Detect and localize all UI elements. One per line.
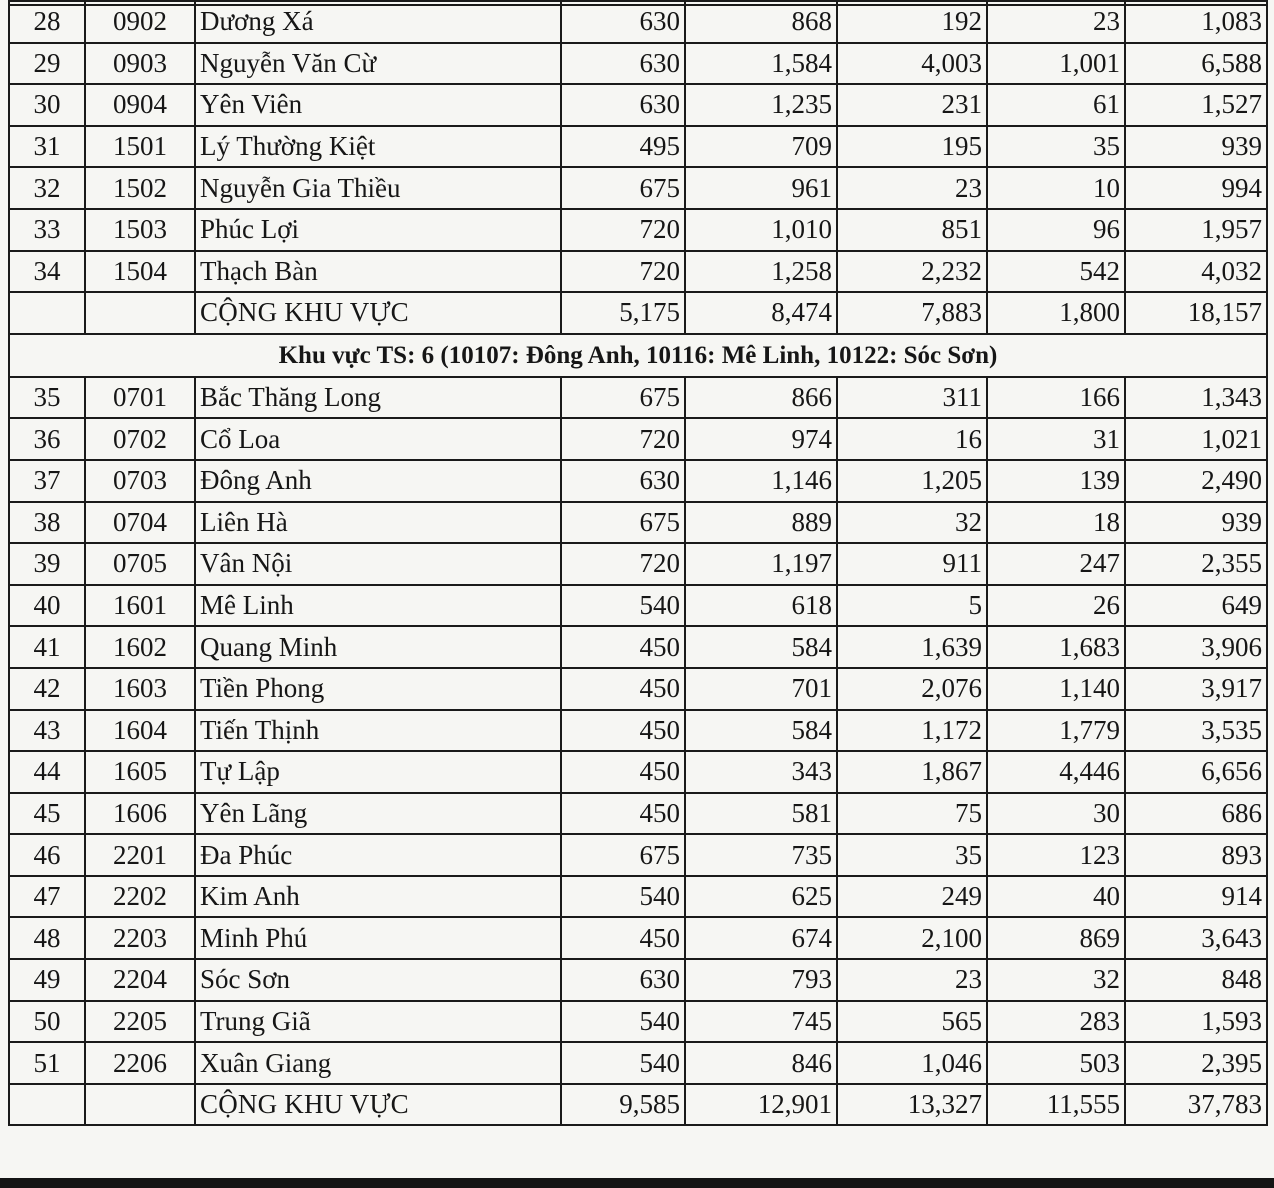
cell-c5: 914 (1125, 876, 1267, 918)
table-row (9, 84, 1267, 126)
cell-c5: 939 (1125, 502, 1267, 544)
cell-c5: 1,593 (1125, 1001, 1267, 1043)
cell-code: 2206 (85, 1042, 195, 1084)
cell-c4: 31 (987, 418, 1125, 460)
page-bottom-edge (0, 1178, 1274, 1188)
cell-name: Xuân Giang (195, 1042, 561, 1084)
total-c2: 12,901 (685, 1084, 837, 1126)
cell-c3: 35 (837, 834, 987, 876)
cell-c3: 231 (837, 84, 987, 126)
cell-c5: 3,535 (1125, 710, 1267, 752)
cell-c3: 4,003 (837, 43, 987, 85)
table-row (9, 917, 1267, 959)
cell-name: Đông Anh (195, 460, 561, 502)
cell-c3: 1,639 (837, 626, 987, 668)
cell-c2: 1,235 (685, 84, 837, 126)
cell-c1: 540 (561, 1001, 685, 1043)
cell-c3: 2,100 (837, 917, 987, 959)
total-c5: 37,783 (1125, 1084, 1267, 1126)
cell-c5: 1,957 (1125, 209, 1267, 251)
cell-code: 0701 (85, 377, 195, 419)
cell-c2: 674 (685, 917, 837, 959)
table-row (9, 43, 1267, 85)
cell-c4: 40 (987, 876, 1125, 918)
cell-c1: 540 (561, 1042, 685, 1084)
cell-c4: 23 (987, 1, 1125, 43)
table-row (9, 209, 1267, 251)
cell-name: Mê Linh (195, 585, 561, 627)
cell-c1: 675 (561, 167, 685, 209)
cell-c2: 1,146 (685, 460, 837, 502)
cell-c4: 283 (987, 1001, 1125, 1043)
cell-name: Cổ Loa (195, 418, 561, 460)
cell-c4: 32 (987, 959, 1125, 1001)
cell-c2: 793 (685, 959, 837, 1001)
cell-c3: 1,172 (837, 710, 987, 752)
cell-c1: 540 (561, 876, 685, 918)
table-row (9, 710, 1267, 752)
cell-c1: 450 (561, 751, 685, 793)
cell-name: Tiền Phong (195, 668, 561, 710)
cell-stt: 29 (9, 43, 85, 85)
empty-cell (85, 292, 195, 334)
region-6-title: Khu vực TS: 6 (10107: Đông Anh, 10116: Mê Linh, 10122: Sóc Sơn) (9, 334, 1267, 377)
cell-c2: 868 (685, 1, 837, 43)
table-row (9, 460, 1267, 502)
cell-c5: 2,395 (1125, 1042, 1267, 1084)
total-label: CỘNG KHU VỰC (195, 292, 561, 334)
table-row (9, 1042, 1267, 1084)
cell-c4: 18 (987, 502, 1125, 544)
cell-code: 0904 (85, 84, 195, 126)
total-c4: 11,555 (987, 1084, 1125, 1126)
cell-c2: 581 (685, 793, 837, 835)
cell-c4: 166 (987, 377, 1125, 419)
cell-c4: 1,001 (987, 43, 1125, 85)
total-c5: 18,157 (1125, 292, 1267, 334)
cell-code: 1602 (85, 626, 195, 668)
cell-c3: 565 (837, 1001, 987, 1043)
cell-c3: 75 (837, 793, 987, 835)
cell-name: Tự Lập (195, 751, 561, 793)
cell-code: 1606 (85, 793, 195, 835)
cell-c2: 701 (685, 668, 837, 710)
table-row (9, 626, 1267, 668)
cell-c3: 1,205 (837, 460, 987, 502)
cell-c2: 1,584 (685, 43, 837, 85)
cell-c2: 1,010 (685, 209, 837, 251)
cell-c3: 851 (837, 209, 987, 251)
cell-c5: 649 (1125, 585, 1267, 627)
cell-c5: 939 (1125, 126, 1267, 168)
cell-name: Tiến Thịnh (195, 710, 561, 752)
cell-c2: 618 (685, 585, 837, 627)
cell-c1: 720 (561, 543, 685, 585)
empty-cell (9, 1084, 85, 1126)
region-5-body (9, 1, 1267, 334)
cell-stt: 28 (9, 1, 85, 43)
cell-c5: 1,083 (1125, 1, 1267, 43)
cell-code: 2203 (85, 917, 195, 959)
cell-c4: 1,683 (987, 626, 1125, 668)
cell-code: 1502 (85, 167, 195, 209)
document-sheet (8, 0, 1266, 1126)
cell-c2: 745 (685, 1001, 837, 1043)
table-row (9, 1, 1267, 43)
cell-c5: 893 (1125, 834, 1267, 876)
cell-c2: 974 (685, 418, 837, 460)
table-row (9, 793, 1267, 835)
cell-c2: 889 (685, 502, 837, 544)
cell-c3: 5 (837, 585, 987, 627)
table-row (9, 876, 1267, 918)
cell-stt: 32 (9, 167, 85, 209)
table-row (9, 834, 1267, 876)
cell-name: Dương Xá (195, 1, 561, 43)
cell-c3: 911 (837, 543, 987, 585)
table-row (9, 585, 1267, 627)
cell-c2: 846 (685, 1042, 837, 1084)
cell-c4: 4,446 (987, 751, 1125, 793)
cell-c4: 35 (987, 126, 1125, 168)
cell-code: 1504 (85, 251, 195, 293)
cell-c4: 869 (987, 917, 1125, 959)
cell-stt: 42 (9, 668, 85, 710)
cell-stt: 39 (9, 543, 85, 585)
cell-c3: 195 (837, 126, 987, 168)
cell-c1: 495 (561, 126, 685, 168)
cell-c1: 450 (561, 668, 685, 710)
cell-stt: 49 (9, 959, 85, 1001)
cell-code: 0703 (85, 460, 195, 502)
cell-c1: 450 (561, 917, 685, 959)
cell-code: 2201 (85, 834, 195, 876)
cell-c1: 675 (561, 502, 685, 544)
cell-code: 2202 (85, 876, 195, 918)
cell-stt: 37 (9, 460, 85, 502)
cell-c3: 192 (837, 1, 987, 43)
region-6-body (9, 334, 1267, 1126)
cell-c5: 4,032 (1125, 251, 1267, 293)
total-label: CỘNG KHU VỰC (195, 1084, 561, 1126)
cell-c2: 343 (685, 751, 837, 793)
cell-code: 2205 (85, 1001, 195, 1043)
cell-code: 0702 (85, 418, 195, 460)
cell-stt: 46 (9, 834, 85, 876)
cell-c1: 450 (561, 626, 685, 668)
region-total-row (9, 1084, 1267, 1126)
table-row (9, 167, 1267, 209)
cell-c5: 2,490 (1125, 460, 1267, 502)
cell-stt: 30 (9, 84, 85, 126)
cell-c3: 311 (837, 377, 987, 419)
cell-stt: 48 (9, 917, 85, 959)
cell-c5: 1,021 (1125, 418, 1267, 460)
cell-name: Vân Nội (195, 543, 561, 585)
cell-c3: 1,046 (837, 1042, 987, 1084)
cell-c2: 735 (685, 834, 837, 876)
cell-c4: 61 (987, 84, 1125, 126)
cell-c3: 23 (837, 167, 987, 209)
cell-name: Yên Viên (195, 84, 561, 126)
table-row (9, 377, 1267, 419)
cell-name: Lý Thường Kiệt (195, 126, 561, 168)
cell-c3: 16 (837, 418, 987, 460)
table-row (9, 418, 1267, 460)
cell-c2: 625 (685, 876, 837, 918)
total-c2: 8,474 (685, 292, 837, 334)
table-row (9, 543, 1267, 585)
enrollment-table (8, 0, 1268, 1126)
cell-c5: 848 (1125, 959, 1267, 1001)
cell-c4: 96 (987, 209, 1125, 251)
cell-c3: 2,076 (837, 668, 987, 710)
cell-c2: 584 (685, 710, 837, 752)
cell-stt: 45 (9, 793, 85, 835)
cell-code: 1503 (85, 209, 195, 251)
cell-stt: 38 (9, 502, 85, 544)
cell-code: 2204 (85, 959, 195, 1001)
cell-name: Nguyễn Văn Cừ (195, 43, 561, 85)
cell-code: 0704 (85, 502, 195, 544)
region-header-row (9, 334, 1267, 377)
cell-name: Kim Anh (195, 876, 561, 918)
cell-c2: 866 (685, 377, 837, 419)
cell-code: 0705 (85, 543, 195, 585)
cell-c3: 249 (837, 876, 987, 918)
cell-code: 1501 (85, 126, 195, 168)
cell-c1: 675 (561, 377, 685, 419)
cell-c4: 1,779 (987, 710, 1125, 752)
cell-c2: 1,197 (685, 543, 837, 585)
cell-c2: 709 (685, 126, 837, 168)
table-row (9, 251, 1267, 293)
cell-name: Yên Lãng (195, 793, 561, 835)
cell-code: 1605 (85, 751, 195, 793)
table-row (9, 751, 1267, 793)
cell-c4: 26 (987, 585, 1125, 627)
cell-name: Liên Hà (195, 502, 561, 544)
cell-c5: 1,343 (1125, 377, 1267, 419)
cell-name: Nguyễn Gia Thiều (195, 167, 561, 209)
cell-stt: 31 (9, 126, 85, 168)
cell-name: Minh Phú (195, 917, 561, 959)
cell-name: Phúc Lợi (195, 209, 561, 251)
cell-c2: 961 (685, 167, 837, 209)
cell-name: Bắc Thăng Long (195, 377, 561, 419)
total-c3: 7,883 (837, 292, 987, 334)
cell-stt: 47 (9, 876, 85, 918)
cell-c1: 630 (561, 959, 685, 1001)
cell-c1: 630 (561, 84, 685, 126)
cell-name: Quang Minh (195, 626, 561, 668)
cell-name: Thạch Bàn (195, 251, 561, 293)
cell-c5: 686 (1125, 793, 1267, 835)
cell-name: Trung Giã (195, 1001, 561, 1043)
empty-cell (9, 292, 85, 334)
cell-c5: 3,906 (1125, 626, 1267, 668)
cell-stt: 34 (9, 251, 85, 293)
cell-c4: 247 (987, 543, 1125, 585)
cell-stt: 44 (9, 751, 85, 793)
cell-code: 0903 (85, 43, 195, 85)
cell-c5: 994 (1125, 167, 1267, 209)
cell-c5: 6,656 (1125, 751, 1267, 793)
cell-c5: 1,527 (1125, 84, 1267, 126)
cell-c1: 450 (561, 793, 685, 835)
cell-code: 1603 (85, 668, 195, 710)
cell-c1: 720 (561, 251, 685, 293)
total-c1: 5,175 (561, 292, 685, 334)
total-c1: 9,585 (561, 1084, 685, 1126)
cell-c4: 503 (987, 1042, 1125, 1084)
cell-c5: 3,917 (1125, 668, 1267, 710)
table-row (9, 502, 1267, 544)
cell-c5: 2,355 (1125, 543, 1267, 585)
cell-stt: 50 (9, 1001, 85, 1043)
table-row (9, 1001, 1267, 1043)
table-row (9, 668, 1267, 710)
cell-c5: 3,643 (1125, 917, 1267, 959)
cell-c2: 1,258 (685, 251, 837, 293)
cell-c1: 630 (561, 1, 685, 43)
cell-c1: 720 (561, 418, 685, 460)
total-c4: 1,800 (987, 292, 1125, 334)
cell-name: Sóc Sơn (195, 959, 561, 1001)
cell-c4: 139 (987, 460, 1125, 502)
cell-c1: 720 (561, 209, 685, 251)
table-row (9, 126, 1267, 168)
cell-c1: 630 (561, 460, 685, 502)
cell-c1: 450 (561, 710, 685, 752)
cell-c1: 675 (561, 834, 685, 876)
empty-cell (85, 1084, 195, 1126)
cell-c4: 123 (987, 834, 1125, 876)
cell-stt: 36 (9, 418, 85, 460)
cell-c3: 2,232 (837, 251, 987, 293)
cell-c1: 540 (561, 585, 685, 627)
cell-name: Đa Phúc (195, 834, 561, 876)
cell-stt: 51 (9, 1042, 85, 1084)
cell-c4: 1,140 (987, 668, 1125, 710)
cell-c4: 542 (987, 251, 1125, 293)
region-total-row (9, 292, 1267, 334)
total-c3: 13,327 (837, 1084, 987, 1126)
cell-c2: 584 (685, 626, 837, 668)
cell-c4: 10 (987, 167, 1125, 209)
cell-code: 1604 (85, 710, 195, 752)
cell-stt: 40 (9, 585, 85, 627)
cell-c3: 32 (837, 502, 987, 544)
cell-c3: 23 (837, 959, 987, 1001)
cell-c1: 630 (561, 43, 685, 85)
cell-stt: 43 (9, 710, 85, 752)
cell-code: 0902 (85, 1, 195, 43)
cell-c5: 6,588 (1125, 43, 1267, 85)
cell-stt: 33 (9, 209, 85, 251)
table-row (9, 959, 1267, 1001)
cell-stt: 41 (9, 626, 85, 668)
cell-c4: 30 (987, 793, 1125, 835)
cell-c3: 1,867 (837, 751, 987, 793)
cell-code: 1601 (85, 585, 195, 627)
cell-stt: 35 (9, 377, 85, 419)
